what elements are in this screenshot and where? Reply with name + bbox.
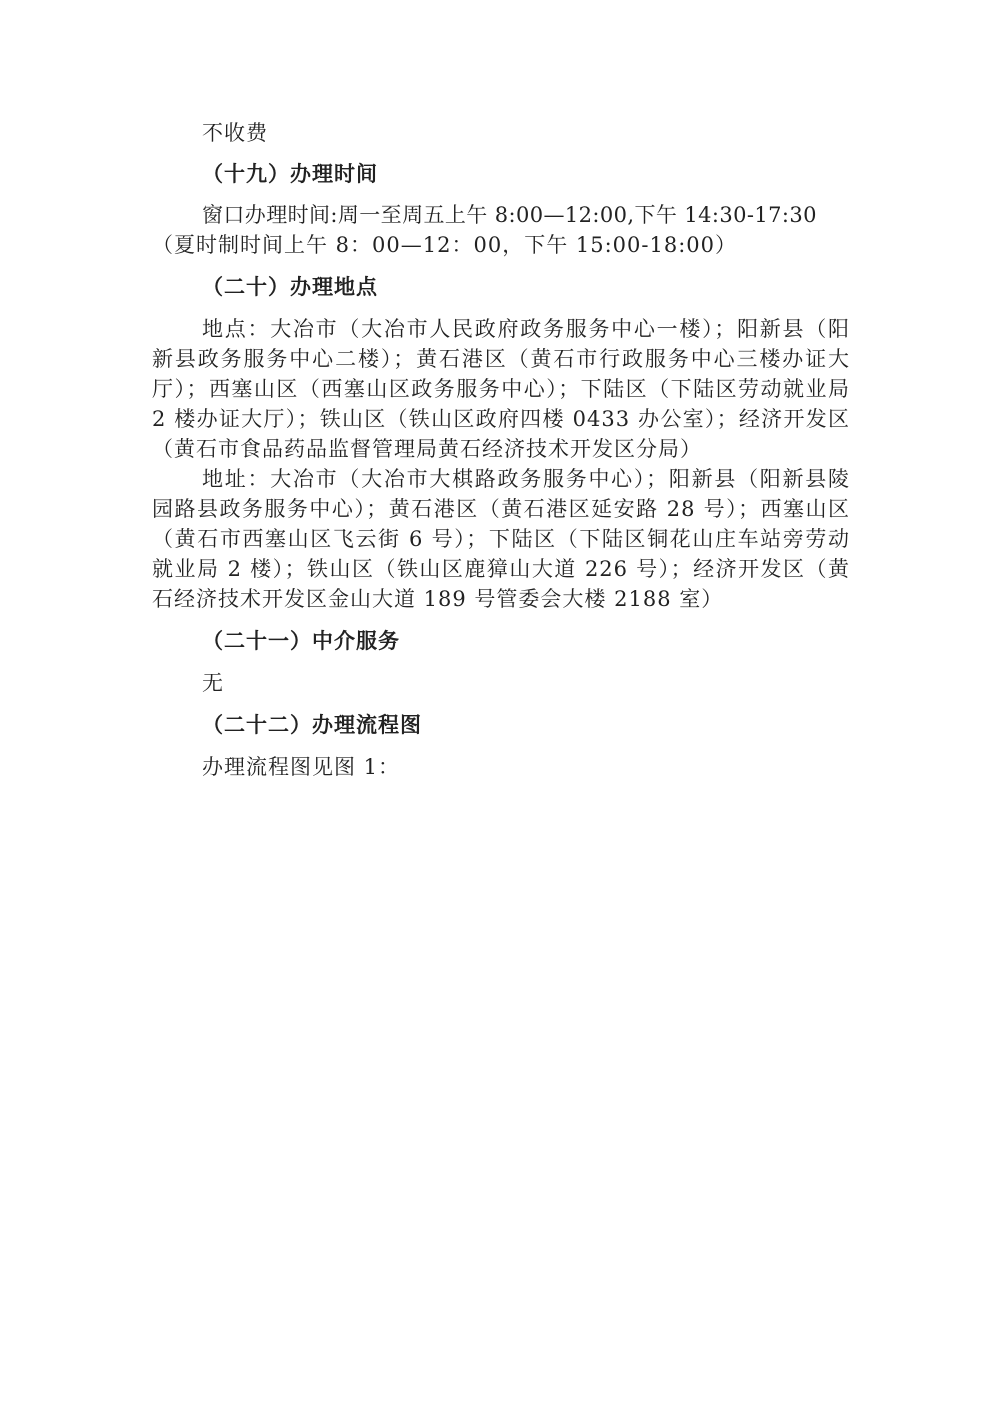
summer-hours-text: （夏时制时间上午 8：00—12：00，下午 15:00-18:00） bbox=[152, 233, 738, 257]
intermediary-service-text: 无 bbox=[202, 671, 224, 695]
window-hours-text: 窗口办理时间:周一至周五上午 8:00—12:00,下午 14:30-17:30 bbox=[202, 203, 817, 227]
section-22-heading: （二十二）办理流程图 bbox=[202, 712, 422, 737]
section-19-heading: （十九）办理时间 bbox=[202, 161, 378, 186]
fee-text: 不收费 bbox=[202, 121, 268, 145]
location-paragraph: 地点：大冶市（大冶市人民政府政务服务中心一楼）；阳新县（阳新县政务服务中心二楼）；黄石港区（黄石市行政服务中心三楼办证大厅）；西塞山区（西塞山区政务服务中心）；下陆区（下陆区劳动就业局 2 楼办证大厅）；铁山区（铁山区政府四楼 0433 办公室）；经济开发区（黄石市食品药品监督管理局黄石经济技术开发区分局） bbox=[152, 317, 850, 461]
section-20-heading: （二十）办理地点 bbox=[202, 274, 378, 299]
flowchart-reference-text: 办理流程图见图 1： bbox=[202, 755, 401, 779]
address-paragraph: 地址：大冶市（大冶市大棋路政务服务中心）；阳新县（阳新县陵园路县政务服务中心）；黄石港区（黄石港区延安路 28 号）；西塞山区（黄石市西塞山区飞云街 6 号）；下陆区（下陆区铜花山庄车站旁劳动就业局 2 楼）；铁山区（铁山区鹿獐山大道 226 号）；经济开发区（黄石经济技术开发区金山大道 189 号管委会大楼 2188 室） bbox=[152, 467, 850, 611]
document-body bbox=[152, 118, 850, 782]
section-21-heading: （二十一）中介服务 bbox=[202, 628, 400, 653]
